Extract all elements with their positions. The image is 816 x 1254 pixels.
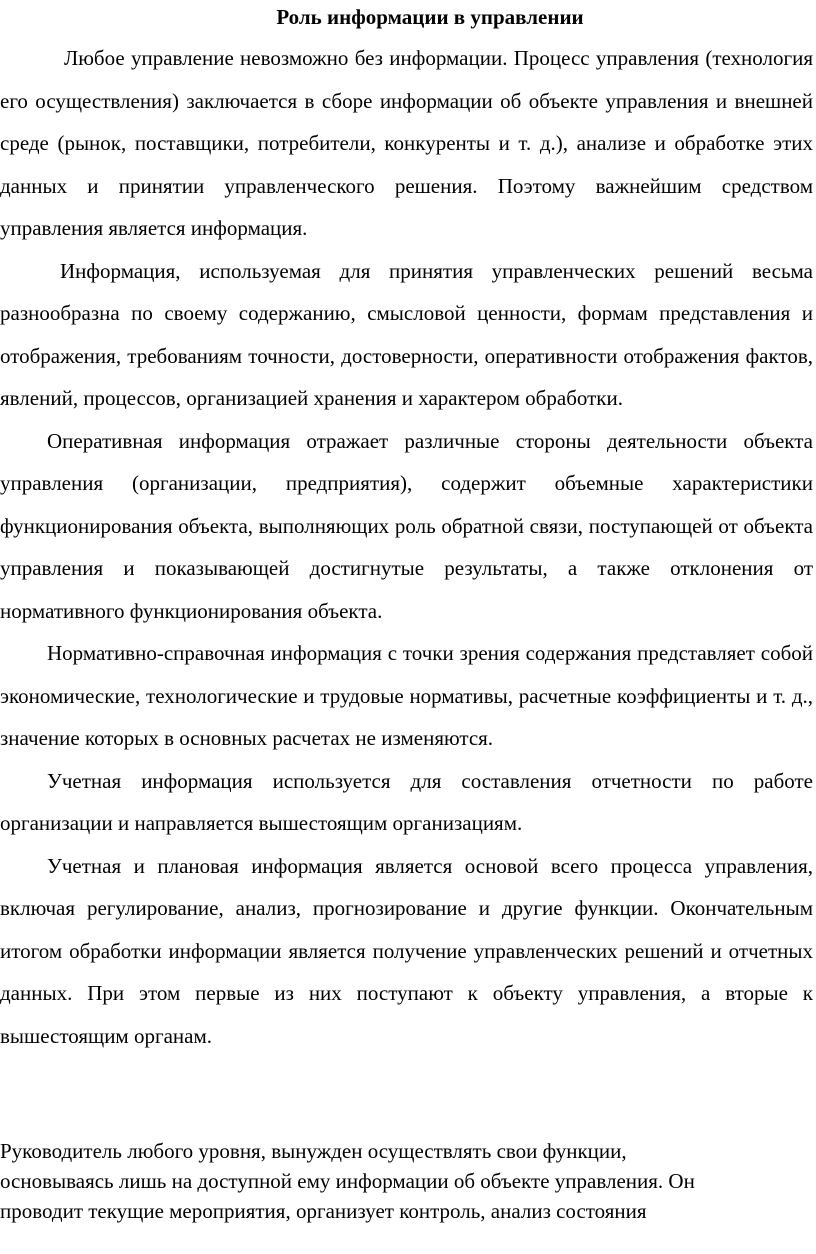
trailing-line-1: Руководитель любого уровня, вынужден осуществлять свои функции, — [0, 1139, 627, 1163]
paragraph-1: Любое управление невозможно без информации. Процесс управления (технология его осуществления) заключается в сборе информации об объекте управления и внешней среде (рынок, поставщики, потребители, конкуренты и т. д.), анализе и обработке этих данных и принятии управленческого решения. Поэтому важнейшим средством управления является информация. — [0, 46, 813, 240]
paragraph-2: Информация, используемая для принятия управленческих решений весьма разнообразна по своему содержанию, смысловой ценности, формам представления и отображения, требованиям точности, достоверности, оперативности отображения фактов, явлений, процессов, организацией хранения и характером обработки. — [0, 258, 813, 410]
paragraph-6: Учетная и плановая информация является основой всего процесса управления, включая регулирование, анализ, прогнозирование и другие функции. Окончательным итогом обработки информации является получение управленческих решений и отчетных данных. При этом первые из них поступают к объекту управления, а вторые к вышестоящим органам. — [0, 853, 813, 1048]
document-title: Роль информации в управлении — [276, 5, 584, 29]
trailing-paragraph — [0, 1136, 800, 1226]
paragraph-3: Оперативная информация отражает различные стороны деятельности объекта управления (организации, предприятия), содержит объемные характеристики функционирования объекта, выполняющих роль обратной связи, поступающей от объекта управления и показывающей достигнутые результаты, а также отклонения от нормативного функционирования объекта. — [0, 428, 813, 623]
document-body — [0, 37, 813, 1057]
paragraph-4: Нормативно-справочная информация с точки зрения содержания представляет собой экономические, технологические и трудовые нормативы, расчетные коэффициенты и т. д., значение которых в основных расчетах не изменяются. — [0, 641, 813, 750]
trailing-line-2: основываясь лишь на доступной ему информации об объекте управления. Он — [0, 1169, 695, 1193]
paragraph-5: Учетная информация используется для составления отчетности по работе организации и направляется вышестоящим организациям. — [0, 768, 813, 835]
trailing-line-3: проводит текущие мероприятия, организует контроль, анализ состояния — [0, 1199, 647, 1223]
